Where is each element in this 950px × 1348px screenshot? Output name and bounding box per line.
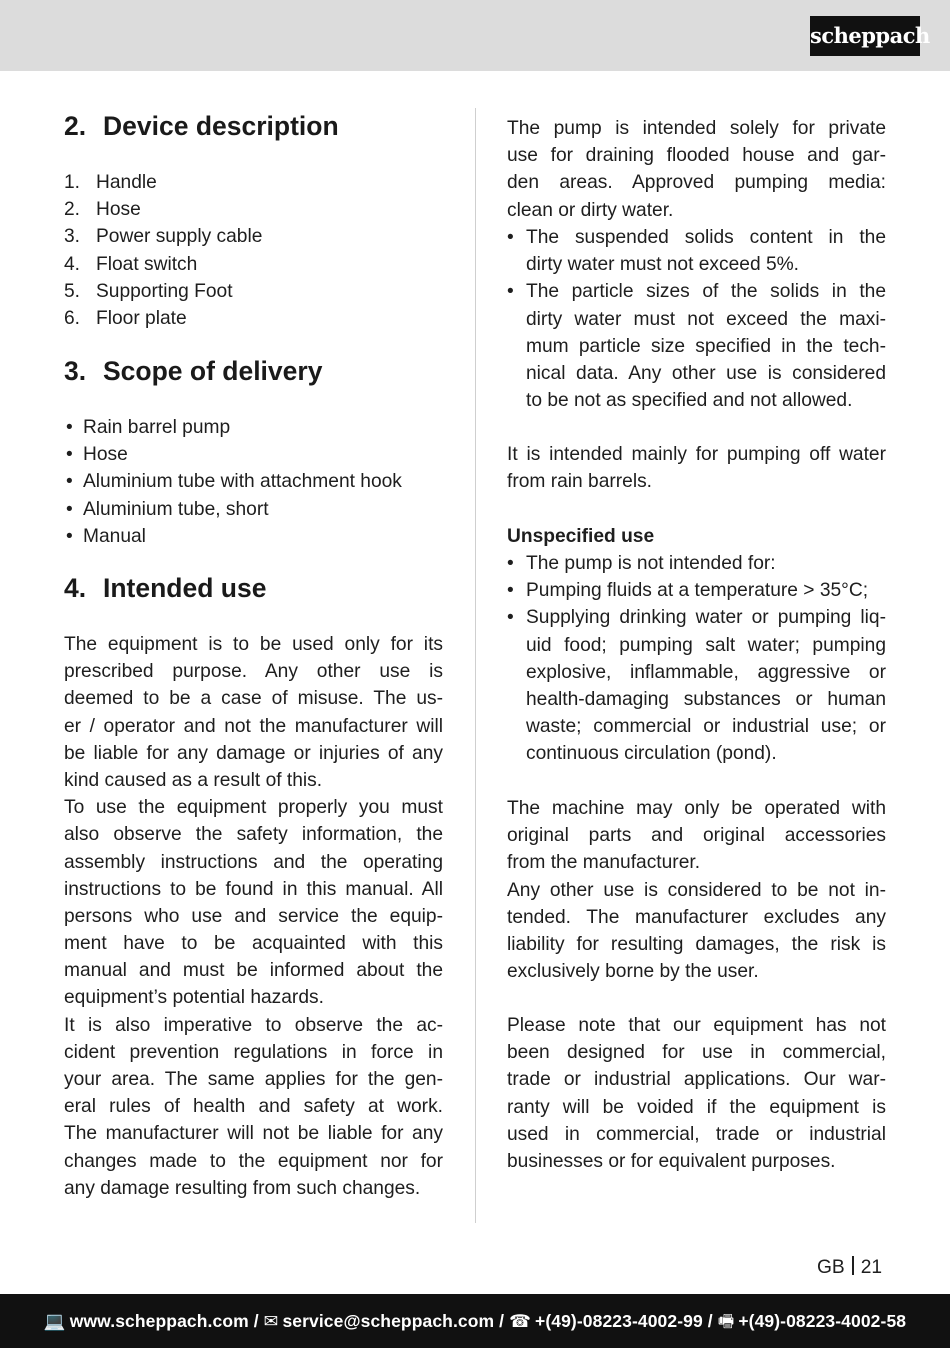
list-item: • The pump is not intended for: xyxy=(507,553,776,574)
mail-icon: ✉ xyxy=(263,1311,279,1331)
list-item: • Rain barrel pump xyxy=(66,417,231,438)
page-header-bar xyxy=(0,0,950,71)
list-item: • The suspended solids content in the dirty water must not exceed 5%. xyxy=(507,227,886,276)
column-divider xyxy=(475,108,476,1223)
list-item: 3. Power supply cable xyxy=(64,226,263,248)
heading-intended-use: 4. Intended use xyxy=(64,573,267,603)
heading-unspecified-use: Unspecified use xyxy=(507,526,655,547)
computer-icon: 💻 xyxy=(43,1311,66,1331)
list-item: 2. Hose xyxy=(64,199,141,221)
intended-purpose-text: The pump is intended solely for private use for draining flooded house and gar- den areas. Approved pumping media: clean or dirty water. xyxy=(507,118,886,221)
list-item: 1. Handle xyxy=(64,172,157,193)
list-item: • Hose xyxy=(66,444,128,466)
website-link[interactable]: www.scheppach.com / xyxy=(69,1311,259,1331)
list-item: • Aluminium tube, short xyxy=(66,498,269,520)
heading-scope-of-delivery: 3. Scope of delivery xyxy=(64,356,323,386)
list-item: 6. Floor plate xyxy=(64,308,187,330)
list-item: • Supplying drinking water or pumping liq- uid food; pumping salt water; pumping explosive, inflammable, aggressive or health-damaging substances or human waste; commercial or industrial use; or continuous circulation (pond). xyxy=(507,607,886,765)
contact-footer xyxy=(0,1294,950,1348)
delivery-list xyxy=(64,414,402,550)
email-link[interactable]: service@scheppach.com / xyxy=(282,1311,505,1331)
fax-number: +(49)-08223-4002-58 xyxy=(738,1311,907,1331)
phone-icon: ☎ xyxy=(509,1311,532,1331)
list-item: 4. Float switch xyxy=(64,253,198,275)
pumping-media-list xyxy=(507,224,886,414)
original-parts-text: The machine may only be operated with original parts and original accessories from the manufacturer. Any other use is considered to be not in- tended. The manufacturer excludes any liability for resulting damages, the risk is exclusively borne by the user. xyxy=(507,798,886,983)
heading-device-description: 2. Device description xyxy=(64,111,339,141)
list-item: • Aluminium tube with attachment hook xyxy=(66,471,402,493)
rain-barrel-text: It is intended mainly for pumping off water from rain barrels. xyxy=(507,444,886,493)
list-item: • The particle sizes of the solids in the dirty water must not exceed the maxi- mum particle size specified in the tech- nical data. Any other use is considered to be not as specified and not allowed. xyxy=(507,281,886,412)
page-number: GB 21 xyxy=(817,1257,883,1278)
brand-logo: scheppach xyxy=(810,16,920,56)
list-item: • Manual xyxy=(66,525,146,547)
device-parts-list xyxy=(64,169,262,332)
commercial-use-text: Please note that our equipment has not been designed for use in commercial, trade or industrial applications. Our war- ranty will be voided if the equipment is used in commercial, trade or industrial businesses or for equivalent purposes. xyxy=(507,1015,886,1172)
intended-use-text: The equipment is to be used only for its prescribed purpose. Any other use is deemed to be a case of misuse. The us- er / operator and not the manufacturer will be liable for any damage or injuries of any kind caused as a result of this. To use the equipment properly you must also observe the safety information, the assembly instructions and the operating instructions to be found in this manual. All persons who use and service the equip- ment have to be acquainted with this manual and must be informed about the equipment’s potential hazards. It is also imperative to observe the ac- cident prevention regulations in force in your area. The same applies for the gen- eral rules of health and safety at work. The manufacturer will not be liable for any changes made to the equipment nor for any damage resulting from such changes. xyxy=(64,634,443,1199)
phone-number: +(49)-08223-4002-99 / xyxy=(535,1311,713,1331)
unspecified-use-list xyxy=(507,550,886,768)
list-item: • Pumping fluids at a temperature > 35°C; xyxy=(507,580,869,602)
list-item: 5. Supporting Foot xyxy=(64,280,233,302)
fax-icon: 🖷 xyxy=(717,1311,735,1331)
